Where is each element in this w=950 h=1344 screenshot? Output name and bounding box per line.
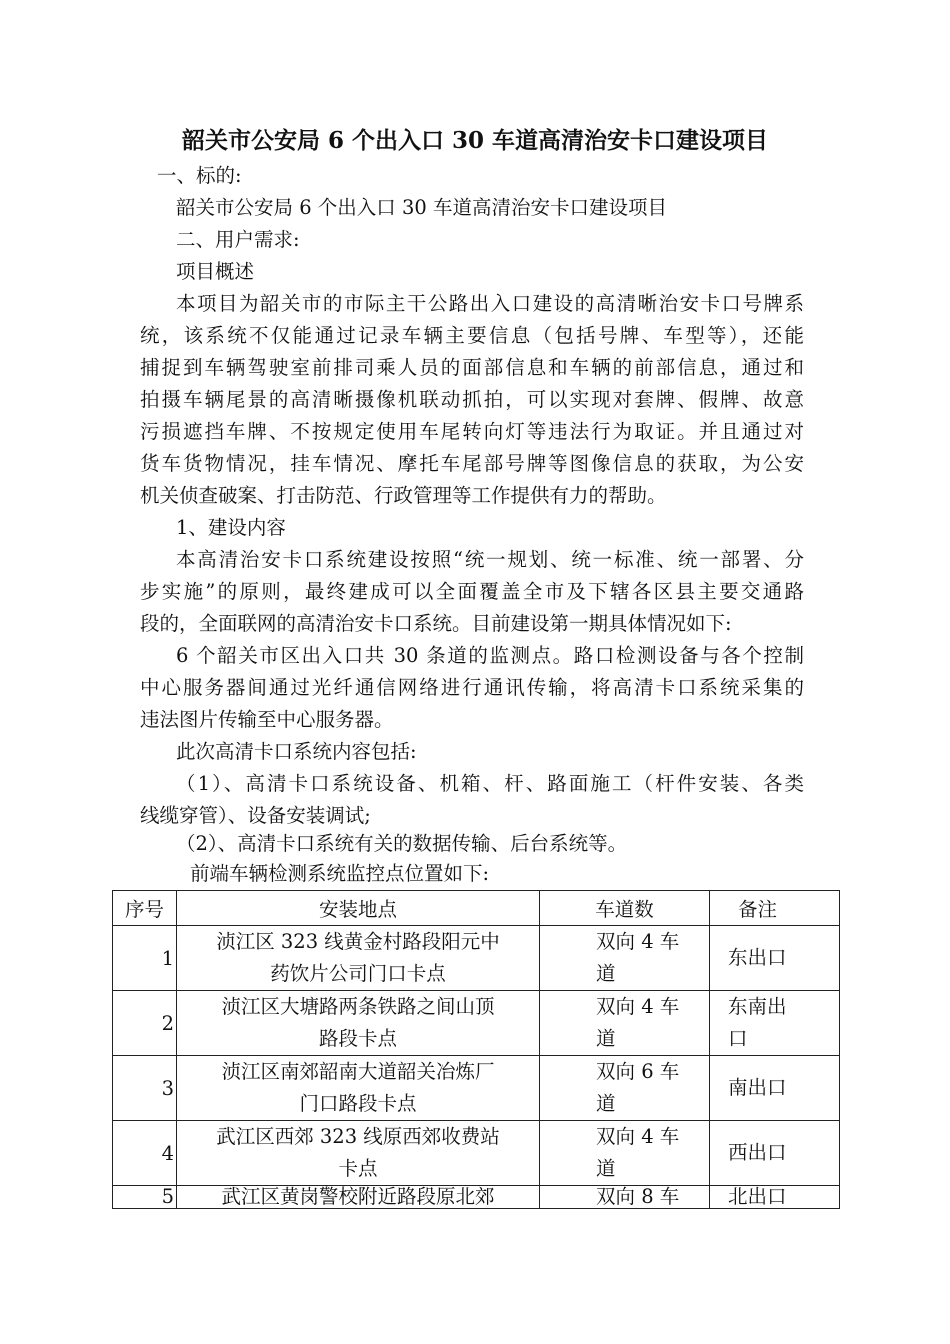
location-line: 浈江区南郊韶南大道韶关冶炼厂 — [221, 1060, 495, 1083]
table-header-row — [113, 891, 840, 926]
contents-item-1: （1）、高清卡口系统设备、机箱、杆、路面施工（杆件安装、各类 — [176, 772, 804, 795]
overview-line: 捕捉到车辆驾驶室前排司乘人员的面部信息和车辆的前部信息，通过和 — [140, 356, 804, 379]
document-title: 韶关市公安局 6 个出入口 30 车道高清治安卡口建设项目 — [181, 127, 769, 154]
location-line: 药饮片公司门口卡点 — [270, 962, 446, 985]
lanes-line: 双向 4 车 — [596, 995, 680, 1018]
phase-line: 违法图片传输至中心服务器。 — [140, 708, 394, 731]
row-note — [710, 991, 840, 1056]
overview-line: 污损遮挡车牌、不按规定使用车尾转向灯等违法行为取证。并且通过对 — [140, 420, 804, 443]
overview-line: 货车货物情况，挂车情况、摩托车尾部号牌等图像信息的获取，为公安 — [140, 452, 804, 475]
build-line: 本高清治安卡口系统建设按照“统一规划、统一标准、统一部署、分 — [176, 548, 804, 571]
row-location — [177, 926, 540, 991]
section2-heading: 二、用户需求: — [176, 228, 300, 251]
row-note — [710, 1186, 840, 1209]
lanes-line: 双向 6 车 — [596, 1060, 680, 1083]
monitoring-points-table — [112, 890, 840, 1209]
row-lanes — [540, 926, 710, 991]
location-line: 路段卡点 — [318, 1027, 397, 1050]
row-number: 2 — [113, 991, 177, 1056]
build-heading: 1、建设内容 — [176, 516, 286, 539]
lanes-line: 双向 8 车 — [596, 1185, 680, 1205]
overview-line: 机关侦查破案、打击防范、行政管理等工作提供有力的帮助。 — [140, 484, 667, 507]
lanes-line: 道 — [596, 1027, 616, 1050]
note-line: 口 — [728, 1027, 748, 1050]
overview-line: 统，该系统不仅能通过记录车辆主要信息（包括号牌、车型等），还能 — [140, 324, 804, 347]
row-lanes — [540, 1056, 710, 1121]
table-row — [113, 991, 840, 1056]
row-location — [177, 1121, 540, 1186]
note-line: 南出口 — [728, 1076, 787, 1099]
row-lanes — [540, 1186, 710, 1209]
overview-line: 拍摄车辆尾景的高清晰摄像机联动抓拍，可以实现对套牌、假牌、故意 — [140, 388, 804, 411]
section1-text: 韶关市公安局 6 个出入口 30 车道高清治安卡口建设项目 — [176, 196, 668, 219]
row-number — [113, 1186, 177, 1209]
row-number: 4 — [113, 1121, 177, 1186]
overview-heading: 项目概述 — [176, 260, 255, 283]
table-intro: 前端车辆检测系统监控点位置如下: — [190, 862, 490, 885]
note-line: 西出口 — [728, 1141, 787, 1164]
row-note — [710, 1121, 840, 1186]
build-line: 步实施”的原则，最终建成可以全面覆盖全市及下辖各区县主要交通路 — [140, 580, 804, 603]
row-note — [710, 1056, 840, 1121]
build-line: 段的，全面联网的高清治安卡口系统。目前建设第一期具体情况如下: — [140, 612, 732, 635]
location-line: 武江区黄岗警校附近路段原北郊 — [221, 1185, 495, 1205]
row-number: 1 — [113, 926, 177, 991]
location-line: 卡点 — [338, 1157, 378, 1180]
row-location — [177, 1056, 540, 1121]
phase-line: 中心服务器间通过光纤通信网络进行通讯传输，将高清卡口系统采集的 — [140, 676, 804, 699]
header-note: 备注 — [710, 891, 840, 926]
contents-heading: 此次高清卡口系统内容包括: — [176, 740, 417, 763]
location-line: 浈江区 323 线黄金村路段阳元中 — [216, 930, 500, 953]
overview-line: 本项目为韶关市的市际主干公路出入口建设的高清晰治安卡口号牌系 — [176, 292, 804, 315]
row-location — [177, 1186, 540, 1209]
location-line: 门口路段卡点 — [299, 1092, 417, 1115]
lanes-line: 双向 4 车 — [596, 930, 680, 953]
table-row — [113, 1056, 840, 1121]
section1-heading: 一、标的: — [157, 164, 242, 187]
header-no: 序号 — [113, 891, 177, 926]
row-lanes — [540, 991, 710, 1056]
table-row — [113, 926, 840, 991]
row-number: 3 — [113, 1056, 177, 1121]
lanes-line: 道 — [596, 1157, 616, 1180]
note-line: 东出口 — [728, 946, 787, 969]
row-number-text: 5 — [161, 1185, 174, 1205]
lanes-line: 双向 4 车 — [596, 1125, 680, 1148]
row-lanes — [540, 1121, 710, 1186]
lanes-line: 道 — [596, 1092, 616, 1115]
lanes-line: 道 — [596, 962, 616, 985]
row-note — [710, 926, 840, 991]
location-line: 武江区西郊 323 线原西郊收费站 — [216, 1125, 500, 1148]
row-location — [177, 991, 540, 1056]
header-location: 安装地点 — [177, 891, 540, 926]
note-line: 北出口 — [728, 1185, 787, 1205]
table-row — [113, 1186, 840, 1209]
phase-line: 6 个韶关市区出入口共 30 条道的监测点。路口检测设备与各个控制 — [176, 644, 804, 667]
location-line: 浈江区大塘路两条铁路之间山顶 — [221, 995, 495, 1018]
contents-item-1-cont: 线缆穿管）、设备安装调试; — [140, 804, 371, 827]
header-lanes: 车道数 — [540, 891, 710, 926]
note-line: 东南出 — [728, 995, 787, 1018]
contents-item-2: （2）、高清卡口系统有关的数据传输、后台系统等。 — [176, 832, 628, 855]
table-row — [113, 1121, 840, 1186]
